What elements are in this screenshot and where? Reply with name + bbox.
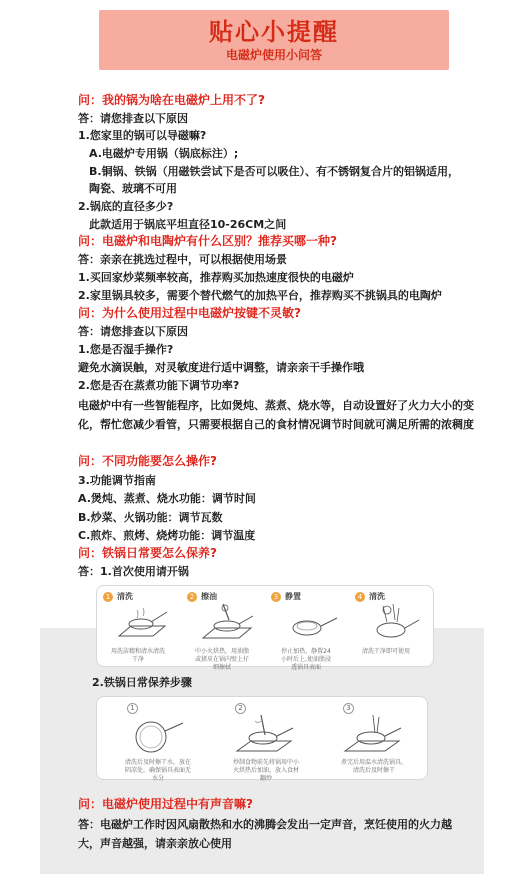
step-caption: 清洗干净即可使用 [361,648,410,655]
step-number-badge: 3 [343,703,354,714]
stir-fry-wok-icon [235,713,295,755]
step-number-badge: 4 [355,592,365,602]
question-4: 问：不同功能要怎么操作? [78,454,217,468]
step-number-badge: 2 [235,703,246,714]
step-caption: 炒制食物前先将锅用中小火烘热后加油，放入食材翻炒 [232,759,299,782]
step-number-badge: 3 [271,592,281,602]
step-label: 静置 [285,592,301,601]
washing-wok-icon [117,606,171,644]
answer-3-item-1: 1.您是否湿手操作? [78,343,174,356]
step-label: 清洗 [369,592,385,601]
step-caption: 用洗洁精和清水清洗干净 [111,648,166,663]
answer-1-intro: 答：请您排查以下原因 [78,112,188,125]
question-2: 问：电磁炉和电陶炉有什么区别？推荐买哪一种? [78,234,337,248]
step-caption: 煮完后用温水清洗锅具，清洗后及时擦干 [340,759,407,774]
title-banner [99,10,449,70]
question-1: 问：我的锅为啥在电磁炉上用不了? [78,93,265,107]
drying-wok-icon [129,717,185,755]
answer-3-item-1-detail: 避免水滴误触，对灵敏度进行适中调整，请亲亲干手操作哦 [78,361,364,374]
question-5: 问：铁锅日常要怎么保养? [78,546,217,560]
question-6: 问：电磁炉使用过程中有声音嘛? [78,797,253,811]
answer-2-item-2: 2.家里锅具较多，需要个替代燃气的加热平台，推荐购买不挑锅具的电陶炉 [78,289,442,302]
answer-3-item-2: 2.您是否在蒸煮功能下调节功率? [78,379,240,392]
answer-2-item-1: 1.买回家炒菜频率较高，推荐购买加热速度很快的电磁炉 [78,271,354,284]
banner-subtitle: 电磁炉使用小问答 [225,48,322,62]
maintenance-illustration [96,696,428,780]
answer-4-heading: 3.功能调节指南 [78,474,156,487]
question-3: 问：为什么使用过程中电磁炉按键不灵敏? [78,306,301,320]
seasoning-step-3 [271,590,349,671]
oiling-wok-icon [201,602,255,644]
answer-1-option-a: A.电磁炉专用锅（锅底标注）; [89,147,239,160]
answer-6: 答：电磁炉工作时因风扇散热和水的沸腾会发出一定声音，烹饪使用的火力越大，声音越强，请亲亲放心使用 [78,818,452,850]
answer-1-item-2: 2.锅底的直径多少? [78,200,174,213]
answer-4-option-b: B.炒菜、火锅功能：调节瓦数 [78,511,223,524]
seasoning-step-1 [103,590,181,662]
banner-title: 贴心小提醒 [209,18,339,46]
step-label: 清洗 [117,592,133,601]
step-number-badge: 2 [187,592,197,602]
maintenance-step-2 [215,701,315,782]
answer-5-step-2: 2.铁锅日常保养步骤 [92,676,192,689]
step-caption: 清洗后及时擦干水，放在阴凉处，确保锅具表面无水分 [125,759,192,782]
answer-3-intro: 答：请您排查以下原因 [78,325,188,338]
seasoning-illustration [96,585,434,671]
step-caption: 停止加热，静置24小时后上,使油脂浸透锅具表面 [281,648,331,671]
answer-2-intro: 答：亲亲在挑选过程中，可以根据使用场景 [78,253,287,266]
step-number-badge: 1 [127,703,138,714]
cleaning-wok-icon [343,713,403,755]
answer-4-option-c: C.煎炸、煎烤、烧烤功能：调节温度 [78,529,256,542]
resting-wok-icon [285,606,339,644]
answer-1-item-1: 1.您家里的锅可以导磁嘛? [78,129,207,142]
answer-1-item-2-detail: 此款适用于锅底平坦直径10-26CM之间 [89,218,287,231]
maintenance-step-1 [107,701,207,782]
step-number-badge: 1 [103,592,113,602]
answer-1-option-b-cont: 陶瓷、玻璃不可用 [89,182,177,195]
step-label: 擦油 [201,592,217,601]
maintenance-step-3 [323,701,423,775]
answer-4-option-a: A.煲炖、蒸煮、烧水功能：调节时间 [78,492,256,505]
answer-3-item-2-detail: 电磁炉中有一些智能程序，比如煲炖、蒸煮、烧水等，自动设置好了火力大小的变化，帮忙您减少看管，只需要根据自己的食材情况调节时间就可满足所需的浓稠度 [78,399,474,431]
seasoning-step-4 [355,590,429,662]
answer-5-step-1: 答：1.首次使用请开锅 [78,565,189,578]
rinsing-wok-icon [367,602,421,644]
answer-1-option-b: B.铜锅、铁锅（用磁铁尝试下是否可以吸住）、有不锈钢复合片的铝锅适用， [89,165,460,178]
seasoning-step-2 [187,590,265,671]
step-caption: 中小火烘热，用油脂或猪皮在锅内壁上仔细擦拭 [195,648,250,671]
